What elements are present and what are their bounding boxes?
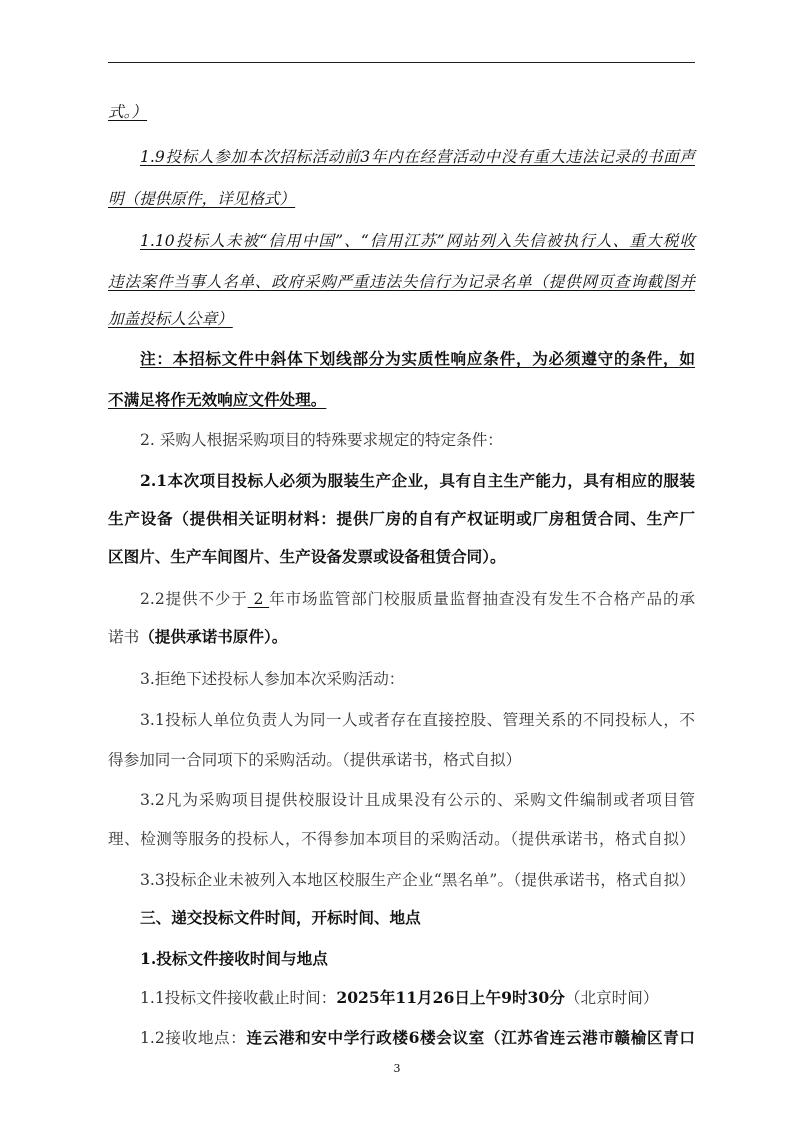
- text-segment: 2: [247, 590, 270, 608]
- text-segment: 2.1本次项目投标人必须为服装生产企业，具有自主生产能力，具有相应的服装: [140, 471, 695, 490]
- text-segment: 式。）: [108, 103, 147, 121]
- page-number: 3: [393, 1062, 401, 1075]
- text-segment: 3.1投标人单位负责人为同一人或者存在直接控股、管理关系的不同投标人，不: [140, 711, 695, 729]
- text-segment: 违法案件当事人名单、政府采购严重违法失信行为记录名单（提供网页查询截图并: [108, 273, 695, 291]
- text-segment: 2.2提供不少于: [140, 590, 248, 608]
- text-line: [108, 546, 695, 568]
- text-segment: 三、递交投标文件时间，开标时间、地点: [140, 908, 421, 927]
- text-segment: 区图片、生产车间图片、生产设备发票或设备租赁合同）。: [108, 547, 506, 566]
- text-segment: 得参加同一合同项下的采购活动。（提供承诺书，格式自拟）: [108, 751, 522, 769]
- text-segment: 1.投标文件接收时间与地点: [140, 949, 328, 968]
- text-line: [140, 348, 695, 370]
- text-line: [108, 188, 695, 210]
- text-line: [108, 389, 695, 411]
- text-line: [140, 146, 695, 168]
- text-line: [140, 230, 695, 252]
- text-segment: 诺书: [108, 628, 140, 646]
- text-line: [108, 749, 695, 771]
- text-line: [140, 987, 695, 1009]
- text-line: [140, 588, 695, 610]
- text-line: [108, 271, 695, 293]
- text-segment: 3.3投标企业未被列入本地区校服生产企业“黑名单”。（提供承诺书，格式自拟）: [140, 871, 695, 889]
- text-segment: 连云港和安中学行政楼6楼会议室（江苏省连云港市赣榆区青口: [246, 1028, 695, 1047]
- text-line: [108, 828, 695, 850]
- text-segment: 理、检测等服务的投标人，不得参加本项目的采购活动。（提供承诺书，格式自拟）: [108, 830, 695, 848]
- text-segment: 2. 采购人根据采购项目的特殊要求规定的特定条件：: [140, 431, 503, 449]
- text-segment: 1.1投标文件接收截止时间：: [140, 989, 337, 1007]
- text-line: [108, 308, 695, 330]
- text-line: [140, 470, 695, 492]
- text-segment: 加盖投标人公章）: [108, 310, 233, 328]
- text-segment: 2025年11月26日上午9时30分: [336, 988, 565, 1007]
- text-segment: 年市场监管部门校服质量监督抽查没有发生不合格产品的承: [269, 590, 695, 608]
- text-line: [140, 907, 695, 929]
- text-segment: 1.9投标人参加本次招标活动前3年内在经营活动中没有重大违法记录的书面声: [140, 148, 695, 166]
- text-line: [140, 1027, 695, 1049]
- text-segment: 3.2凡为采购项目提供校服设计且成果没有公示的、采购文件编制或者项目管: [140, 791, 695, 809]
- text-segment: （提供承诺书原件）。: [139, 627, 288, 646]
- header-rule: [108, 62, 695, 63]
- text-segment: 1.10投标人未被“信用中国”、“信用江苏”网站列入失信被执行人、重大税收: [140, 232, 695, 250]
- text-line: [140, 869, 695, 891]
- text-line: [108, 101, 695, 123]
- text-line: [140, 668, 695, 690]
- text-segment: （北京时间）: [564, 989, 659, 1007]
- text-segment: 注：本招标文件中斜体下划线部分为实质性响应条件，为必须遵守的条件，如: [140, 349, 695, 368]
- text-segment: 3.拒绝下述投标人参加本次采购活动：: [140, 670, 405, 688]
- text-line: [140, 948, 695, 970]
- text-line: [140, 429, 695, 451]
- text-segment: 不满足将作无效响应文件处理。: [108, 390, 327, 409]
- text-segment: 明（提供原件，详见格式）: [108, 190, 296, 208]
- text-segment: 生产设备（提供相关证明材料：提供厂房的自有产权证明或厂房租赁合同、生产厂: [108, 509, 695, 528]
- text-line: [140, 709, 695, 731]
- text-segment: 1.2接收地点：: [140, 1029, 247, 1047]
- text-line: [140, 789, 695, 811]
- text-line: [108, 626, 695, 648]
- text-line: [108, 508, 695, 530]
